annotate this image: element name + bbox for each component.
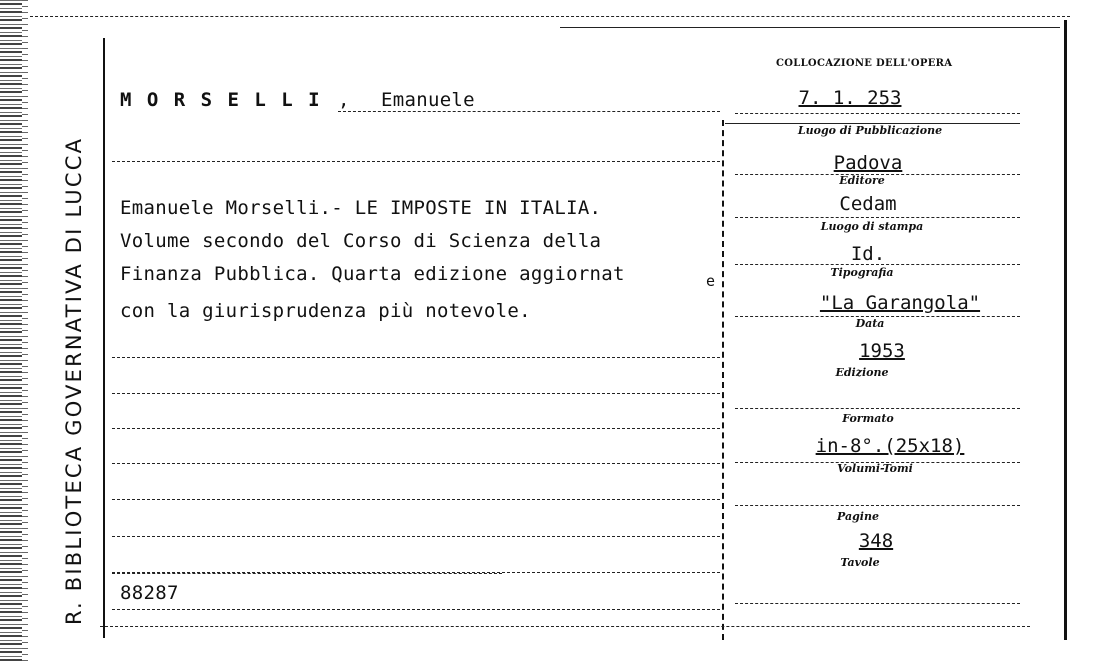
edizione-label: Edizione <box>835 366 889 379</box>
formato-value: in-8°.(25x18) <box>815 435 965 457</box>
left-margin-line <box>103 38 105 638</box>
description-line-1: Emanuele Morselli.- LE IMPOSTE IN ITALIA. <box>120 197 602 219</box>
scanned-edge <box>0 0 22 661</box>
volumi-label: Volumi-Tomi <box>837 462 913 475</box>
rule-line <box>112 357 720 358</box>
bottom-border <box>100 626 1030 627</box>
inventory-top-line <box>112 573 502 574</box>
top-border <box>30 16 1070 17</box>
data-value: 1953 <box>859 340 905 362</box>
right-rule <box>735 264 1020 265</box>
rule-line <box>112 499 720 500</box>
author-underline <box>338 111 720 112</box>
right-border <box>1064 20 1067 640</box>
tavole-label: Tavole <box>840 556 880 569</box>
library-name: R. BIBLIOTECA GOVERNATIVA DI LUCCA <box>62 136 86 625</box>
tipografia-label: Tipografia <box>830 266 894 279</box>
data-label: Data <box>855 317 885 330</box>
editore-label: Editore <box>839 174 885 187</box>
author-separator: , <box>338 89 350 111</box>
description-line-4: con la giurisprudenza più notevole. <box>120 300 531 322</box>
luogo-stampa-label: Luogo di stampa <box>820 220 924 233</box>
rule-line <box>112 463 720 464</box>
scanned-edge-inner <box>22 0 28 661</box>
right-rule <box>735 505 1020 506</box>
top-border-right <box>560 27 1060 28</box>
right-rule <box>735 408 1020 409</box>
rule-line <box>112 536 720 537</box>
rule-line <box>112 609 720 610</box>
column-divider <box>722 120 724 640</box>
right-rule <box>735 603 1020 604</box>
pagine-value: 348 <box>858 530 894 552</box>
collocazione-value: 7. 1. 253 <box>798 87 902 109</box>
tipografia-value: "La Garangola" <box>819 292 981 314</box>
rule-line <box>112 393 720 394</box>
rule-line <box>112 161 720 162</box>
description-trailing-letter: e <box>706 272 716 290</box>
luogo-label: Luogo di Pubblicazione <box>797 124 943 137</box>
luogo-stampa-value: Id. <box>850 243 886 265</box>
editore-value: Cedam <box>839 193 897 215</box>
description-line-3: Finanza Pubblica. Quarta edizione aggiornat <box>120 263 625 285</box>
collocazione-header: COLLOCAZIONE DELL'OPERA <box>776 58 953 69</box>
luogo-value: Padova <box>833 152 903 174</box>
author-first-name: Emanuele <box>381 89 475 111</box>
right-rule <box>735 113 1020 114</box>
rule-line <box>112 428 720 429</box>
pagine-label: Pagine <box>837 510 879 523</box>
author-surname: M O R S E L L I <box>120 89 322 111</box>
description-line-2: Volume secondo del Corso di Scienza della <box>120 230 602 252</box>
inventory-number: 88287 <box>120 582 179 604</box>
right-rule <box>735 217 1020 218</box>
formato-label: Formato <box>842 412 894 425</box>
